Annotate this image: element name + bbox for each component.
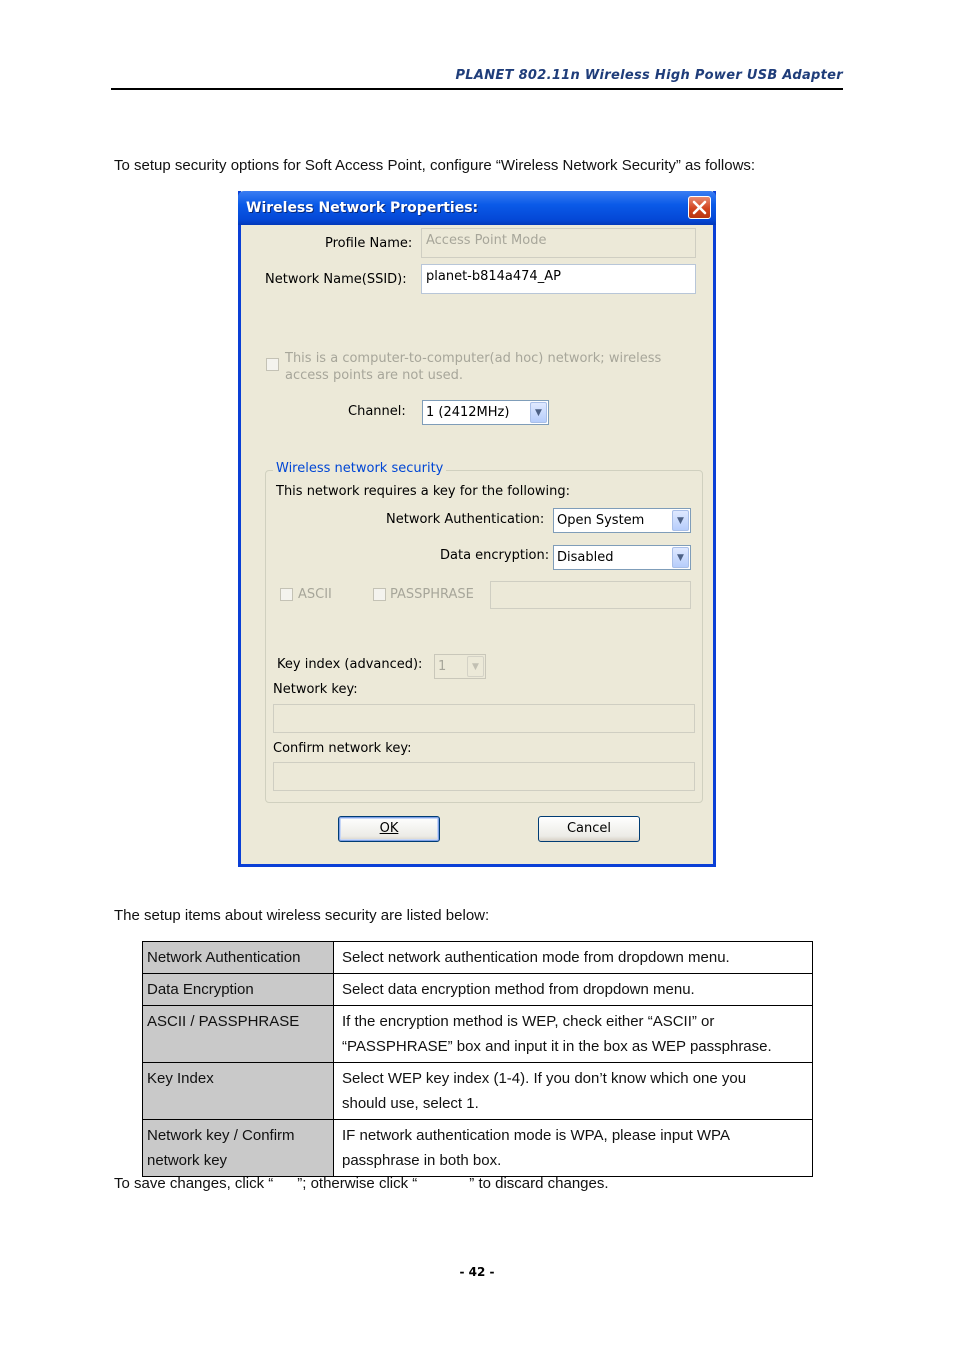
chevron-down-icon[interactable]: ▼ bbox=[672, 510, 689, 531]
closing-text-part1: To save changes, click “ bbox=[114, 1175, 274, 1192]
table-row bbox=[143, 1120, 813, 1177]
table-key-cell: Network Authentication bbox=[143, 942, 334, 974]
table-value-cell bbox=[334, 1006, 813, 1063]
dialog-title: Wireless Network Properties: bbox=[246, 200, 479, 216]
wireless-network-properties-dialog bbox=[238, 191, 716, 867]
security-group-title: Wireless network security bbox=[273, 461, 446, 476]
adhoc-text-line1: This is a computer-to-computer(ad hoc) network; wireless bbox=[285, 351, 662, 366]
dialog-client-area bbox=[241, 225, 713, 864]
key-index-select bbox=[434, 654, 486, 679]
chevron-down-icon[interactable]: ▼ bbox=[530, 402, 547, 423]
confirm-key-field bbox=[273, 762, 695, 791]
table-value-line: Select WEP key index (1-4). If you don’t know which one you bbox=[342, 1070, 747, 1087]
close-icon bbox=[689, 197, 710, 218]
table-key-line: network key bbox=[147, 1152, 228, 1169]
table-value-line: should use, select 1. bbox=[342, 1095, 479, 1112]
channel-label: Channel: bbox=[348, 404, 406, 419]
table-value-cell bbox=[334, 1120, 813, 1177]
intro-paragraph: To setup security options for Soft Access Point, configure “Wireless Network Security” as follows: bbox=[114, 157, 756, 174]
table-key-cell: Key Index bbox=[143, 1063, 334, 1120]
passphrase-field bbox=[490, 581, 691, 609]
security-items-table bbox=[142, 941, 813, 1177]
cancel-button[interactable] bbox=[538, 816, 640, 842]
channel-select[interactable] bbox=[422, 400, 549, 425]
auth-value: Open System bbox=[557, 513, 645, 528]
table-row bbox=[143, 942, 813, 974]
list-intro-paragraph: The setup items about wireless security are listed below: bbox=[114, 907, 490, 924]
requires-key-text: This network requires a key for the following: bbox=[276, 484, 571, 499]
table-key-cell bbox=[143, 1120, 334, 1177]
profile-name-label: Profile Name: bbox=[325, 236, 413, 251]
key-index-label: Key index (advanced): bbox=[277, 657, 423, 672]
cancel-button-label: Cancel bbox=[566, 821, 612, 836]
ascii-checkbox bbox=[280, 588, 293, 601]
passphrase-checkbox bbox=[373, 588, 386, 601]
page-header: PLANET 802.11n Wireless High Power USB Adapter bbox=[455, 68, 843, 83]
profile-name-field: Access Point Mode bbox=[421, 228, 696, 258]
table-value-cell: Select data encryption method from dropdown menu. bbox=[334, 974, 813, 1006]
ssid-label: Network Name(SSID): bbox=[265, 272, 407, 287]
ok-button[interactable] bbox=[338, 816, 440, 842]
table-value-line: IF network authentication mode is WPA, please input WPA bbox=[342, 1127, 730, 1144]
ok-button-label: OK bbox=[379, 821, 399, 836]
table-value-cell: Select network authentication mode from dropdown menu. bbox=[334, 942, 813, 974]
closing-text-part3: ” to discard changes. bbox=[469, 1175, 609, 1192]
table-value-line: passphrase in both box. bbox=[342, 1152, 502, 1169]
encryption-value: Disabled bbox=[557, 550, 614, 565]
network-key-label: Network key: bbox=[273, 682, 358, 697]
adhoc-checkbox bbox=[266, 358, 279, 371]
dialog-titlebar[interactable] bbox=[238, 191, 716, 225]
auth-label: Network Authentication: bbox=[386, 512, 545, 527]
passphrase-label: PASSPHRASE bbox=[390, 587, 474, 602]
table-value-line: If the encryption method is WEP, check either “ASCII” or bbox=[342, 1013, 715, 1030]
page-number: - 42 - bbox=[459, 1265, 495, 1279]
closing-paragraph bbox=[114, 1175, 609, 1192]
table-value-line: “PASSPHRASE” box and input it in the box as WEP passphrase. bbox=[342, 1038, 772, 1055]
auth-select[interactable] bbox=[553, 508, 691, 533]
chevron-down-icon[interactable]: ▼ bbox=[672, 547, 689, 568]
confirm-key-label: Confirm network key: bbox=[273, 741, 412, 756]
encryption-label: Data encryption: bbox=[440, 548, 550, 563]
table-key-line: Network key / Confirm bbox=[147, 1127, 295, 1144]
key-index-value: 1 bbox=[438, 659, 447, 674]
close-button[interactable] bbox=[688, 196, 711, 219]
ascii-label: ASCII bbox=[298, 587, 332, 602]
closing-text-part2: ”; otherwise click “ bbox=[297, 1175, 418, 1192]
table-key-cell: Data Encryption bbox=[143, 974, 334, 1006]
adhoc-text-line2: access points are not used. bbox=[285, 368, 463, 383]
table-row bbox=[143, 974, 813, 1006]
ssid-input[interactable]: planet-b814a474_AP bbox=[421, 264, 696, 294]
table-row bbox=[143, 1063, 813, 1120]
table-key-cell: ASCII / PASSPHRASE bbox=[143, 1006, 334, 1063]
network-key-field bbox=[273, 704, 695, 733]
chevron-down-icon: ▼ bbox=[467, 656, 484, 677]
channel-value: 1 (2412MHz) bbox=[426, 405, 510, 420]
header-divider bbox=[111, 88, 843, 90]
encryption-select[interactable] bbox=[553, 545, 691, 570]
table-row bbox=[143, 1006, 813, 1063]
table-value-cell bbox=[334, 1063, 813, 1120]
